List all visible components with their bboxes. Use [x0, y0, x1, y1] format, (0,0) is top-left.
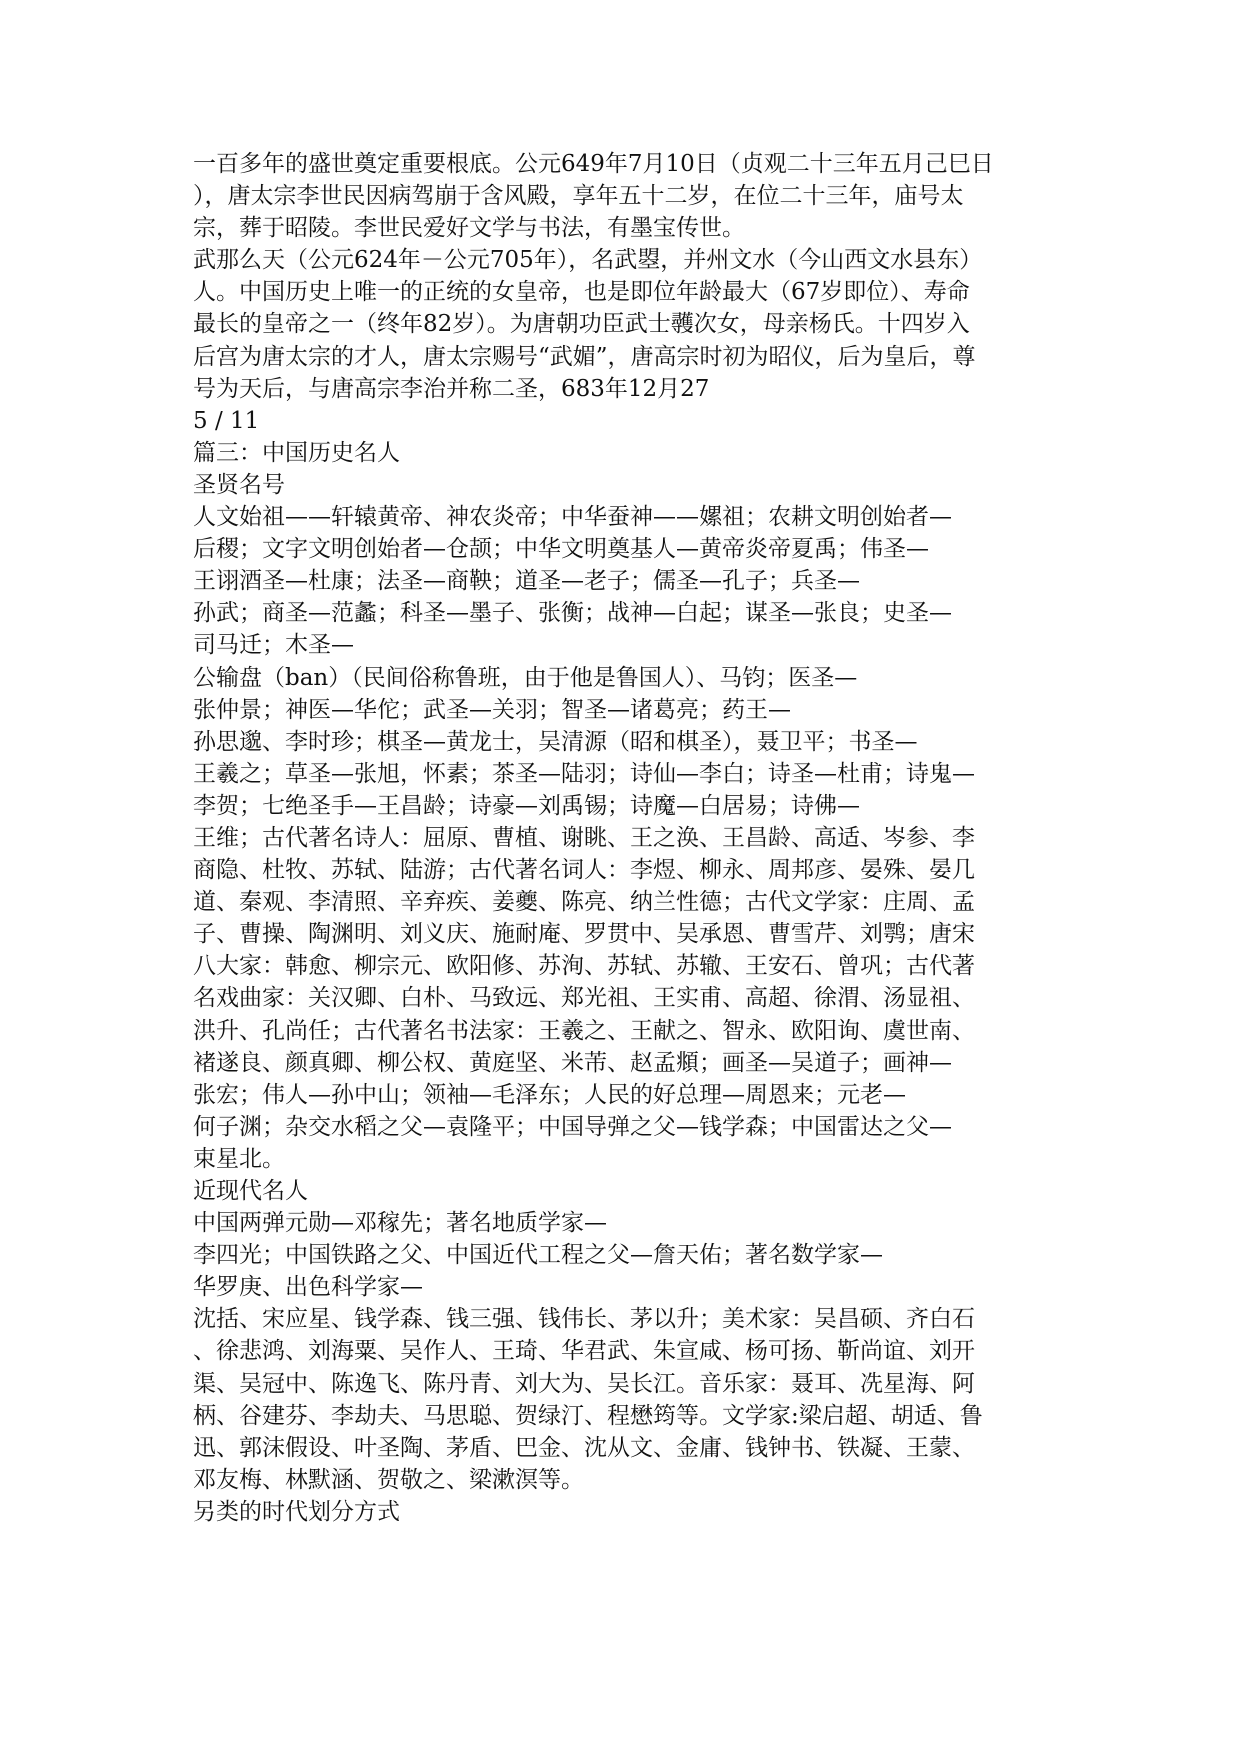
text-line: 八大家：韩愈、柳宗元、欧阳修、苏洵、苏轼、苏辙、王安石、曾巩；古代著 [193, 953, 975, 980]
text-line: 张宏；伟人—孙中山；领袖—毛泽东；人民的好总理—周恩来；元老— [193, 1081, 906, 1108]
text-line: 渠、吴冠中、陈逸飞、陈丹青、刘大为、吴长江。音乐家：聂耳、冼星海、阿 [193, 1370, 975, 1397]
text-line: 武那么天（公元624年－公元705年），名武曌，并州文水（今山西文水县东） [193, 247, 983, 274]
text-line: 孙武；商圣—范蠡；科圣—墨子、张衡；战神—白起；谋圣—张良；史圣— [193, 600, 952, 627]
text-line: 最长的皇帝之一（终年82岁）。为唐朝功臣武士彠次女，母亲杨氏。十四岁入 [193, 311, 970, 338]
text-line: 5 / 11 [193, 407, 260, 434]
text-line: 邓友梅、林默涵、贺敬之、梁漱溟等。 [193, 1466, 584, 1493]
text-line: 洪升、孔尚任；古代著名书法家：王羲之、王献之、智永、欧阳询、虞世南、 [193, 1017, 975, 1044]
text-line: 张仲景；神医—华佗；武圣—关羽；智圣—诸葛亮；药王— [193, 696, 791, 723]
text-line: 司马迁；木圣— [193, 632, 354, 659]
text-line: 王诩酒圣—杜康；法圣—商鞅；道圣—老子；儒圣—孔子；兵圣— [193, 568, 860, 595]
text-line: 迅、郭沫假设、叶圣陶、茅盾、巴金、沈从文、金庸、钱钟书、铁凝、王蒙、 [193, 1434, 975, 1461]
document-page [193, 148, 1053, 1528]
text-line: 束星北。 [193, 1145, 285, 1172]
text-line: 宗，葬于昭陵。李世民爱好文学与书法，有墨宝传世。 [193, 215, 745, 242]
text-line: 华罗庚、出色科学家— [193, 1274, 423, 1301]
text-line: 道、秦观、李清照、辛弃疾、姜夔、陈亮、纳兰性德；古代文学家：庄周、孟 [193, 889, 975, 916]
text-line: 子、曹操、陶渊明、刘义庆、施耐庵、罗贯中、吴承恩、曹雪芹、刘鹗；唐宋 [193, 921, 975, 948]
text-line: 王维；古代著名诗人：屈原、曹植、谢眺、王之涣、王昌龄、高适、岑参、李 [193, 824, 975, 851]
text-line: 褚遂良、颜真卿、柳公权、黄庭坚、米芾、赵孟頫；画圣—吴道子；画神— [193, 1049, 952, 1076]
text-line: 人文始祖——轩辕黄帝、神农炎帝；中华蚕神——嫘祖；农耕文明创始者— [193, 504, 952, 531]
text-line: 商隐、杜牧、苏轼、陆游；古代著名词人：李煜、柳永、周邦彦、晏殊、晏几 [193, 857, 975, 884]
text-line: 近现代名人 [193, 1178, 308, 1204]
text-line: 孙思邈、李时珍；棋圣—黄龙士，吴清源（昭和棋圣），聂卫平；书圣— [193, 728, 918, 755]
text-line: 何子渊；杂交水稻之父—袁隆平；中国导弹之父—钱学森；中国雷达之父— [193, 1113, 952, 1140]
text-line: 柄、谷建芬、李劫夫、马思聪、贺绿汀、程懋筠等。文学家:梁启超、胡适、鲁 [193, 1402, 983, 1429]
text-line: 中国两弹元勋—邓稼先；著名地质学家— [193, 1210, 607, 1237]
text-line: 人。中国历史上唯一的正统的女皇帝，也是即位年龄最大（67岁即位）、寿命 [193, 279, 970, 306]
text-line: 号为天后，与唐高宗李治并称二圣，683年12月27 [193, 375, 710, 402]
text-line: 、徐悲鸿、刘海粟、吴作人、王琦、华君武、朱宣咸、杨可扬、靳尚谊、刘开 [193, 1338, 975, 1365]
text-line: 一百多年的盛世奠定重要根底。公元649年7月10日（贞观二十三年五月己巳日 [193, 151, 994, 177]
text-line: ），唐太宗李世民因病驾崩于含风殿，享年五十二岁，在位二十三年，庙号太 [193, 183, 964, 210]
text-line: 李贺；七绝圣手—王昌龄；诗豪—刘禹锡；诗魔—白居易；诗佛— [193, 792, 860, 819]
text-line: 沈括、宋应星、钱学森、钱三强、钱伟长、茅以升；美术家：吴昌硕、齐白石 [193, 1306, 975, 1333]
text-line: 王羲之；草圣—张旭，怀素；茶圣—陆羽；诗仙—李白；诗圣—杜甫；诗鬼— [193, 760, 975, 787]
text-line: 名戏曲家：关汉卿、白朴、马致远、郑光祖、王实甫、高超、徐渭、汤显祖、 [193, 985, 975, 1012]
text-line: 李四光；中国铁路之父、中国近代工程之父—詹天佑；著名数学家— [193, 1242, 883, 1269]
text-line: 另类的时代划分方式 [193, 1498, 400, 1525]
text-line: 公输盘（ban）（民间俗称鲁班，由于他是鲁国人）、马钧；医圣— [193, 664, 858, 691]
text-line: 后稷；文字文明创始者—仓颉；中华文明奠基人—黄帝炎帝夏禹；伟圣— [193, 536, 929, 563]
text-line: 篇三：中国历史名人 [193, 439, 400, 466]
text-line: 后宫为唐太宗的才人，唐太宗赐号“武媚”，唐高宗时初为昭仪，后为皇后，尊 [193, 343, 976, 370]
text-line: 圣贤名号 [193, 471, 285, 498]
